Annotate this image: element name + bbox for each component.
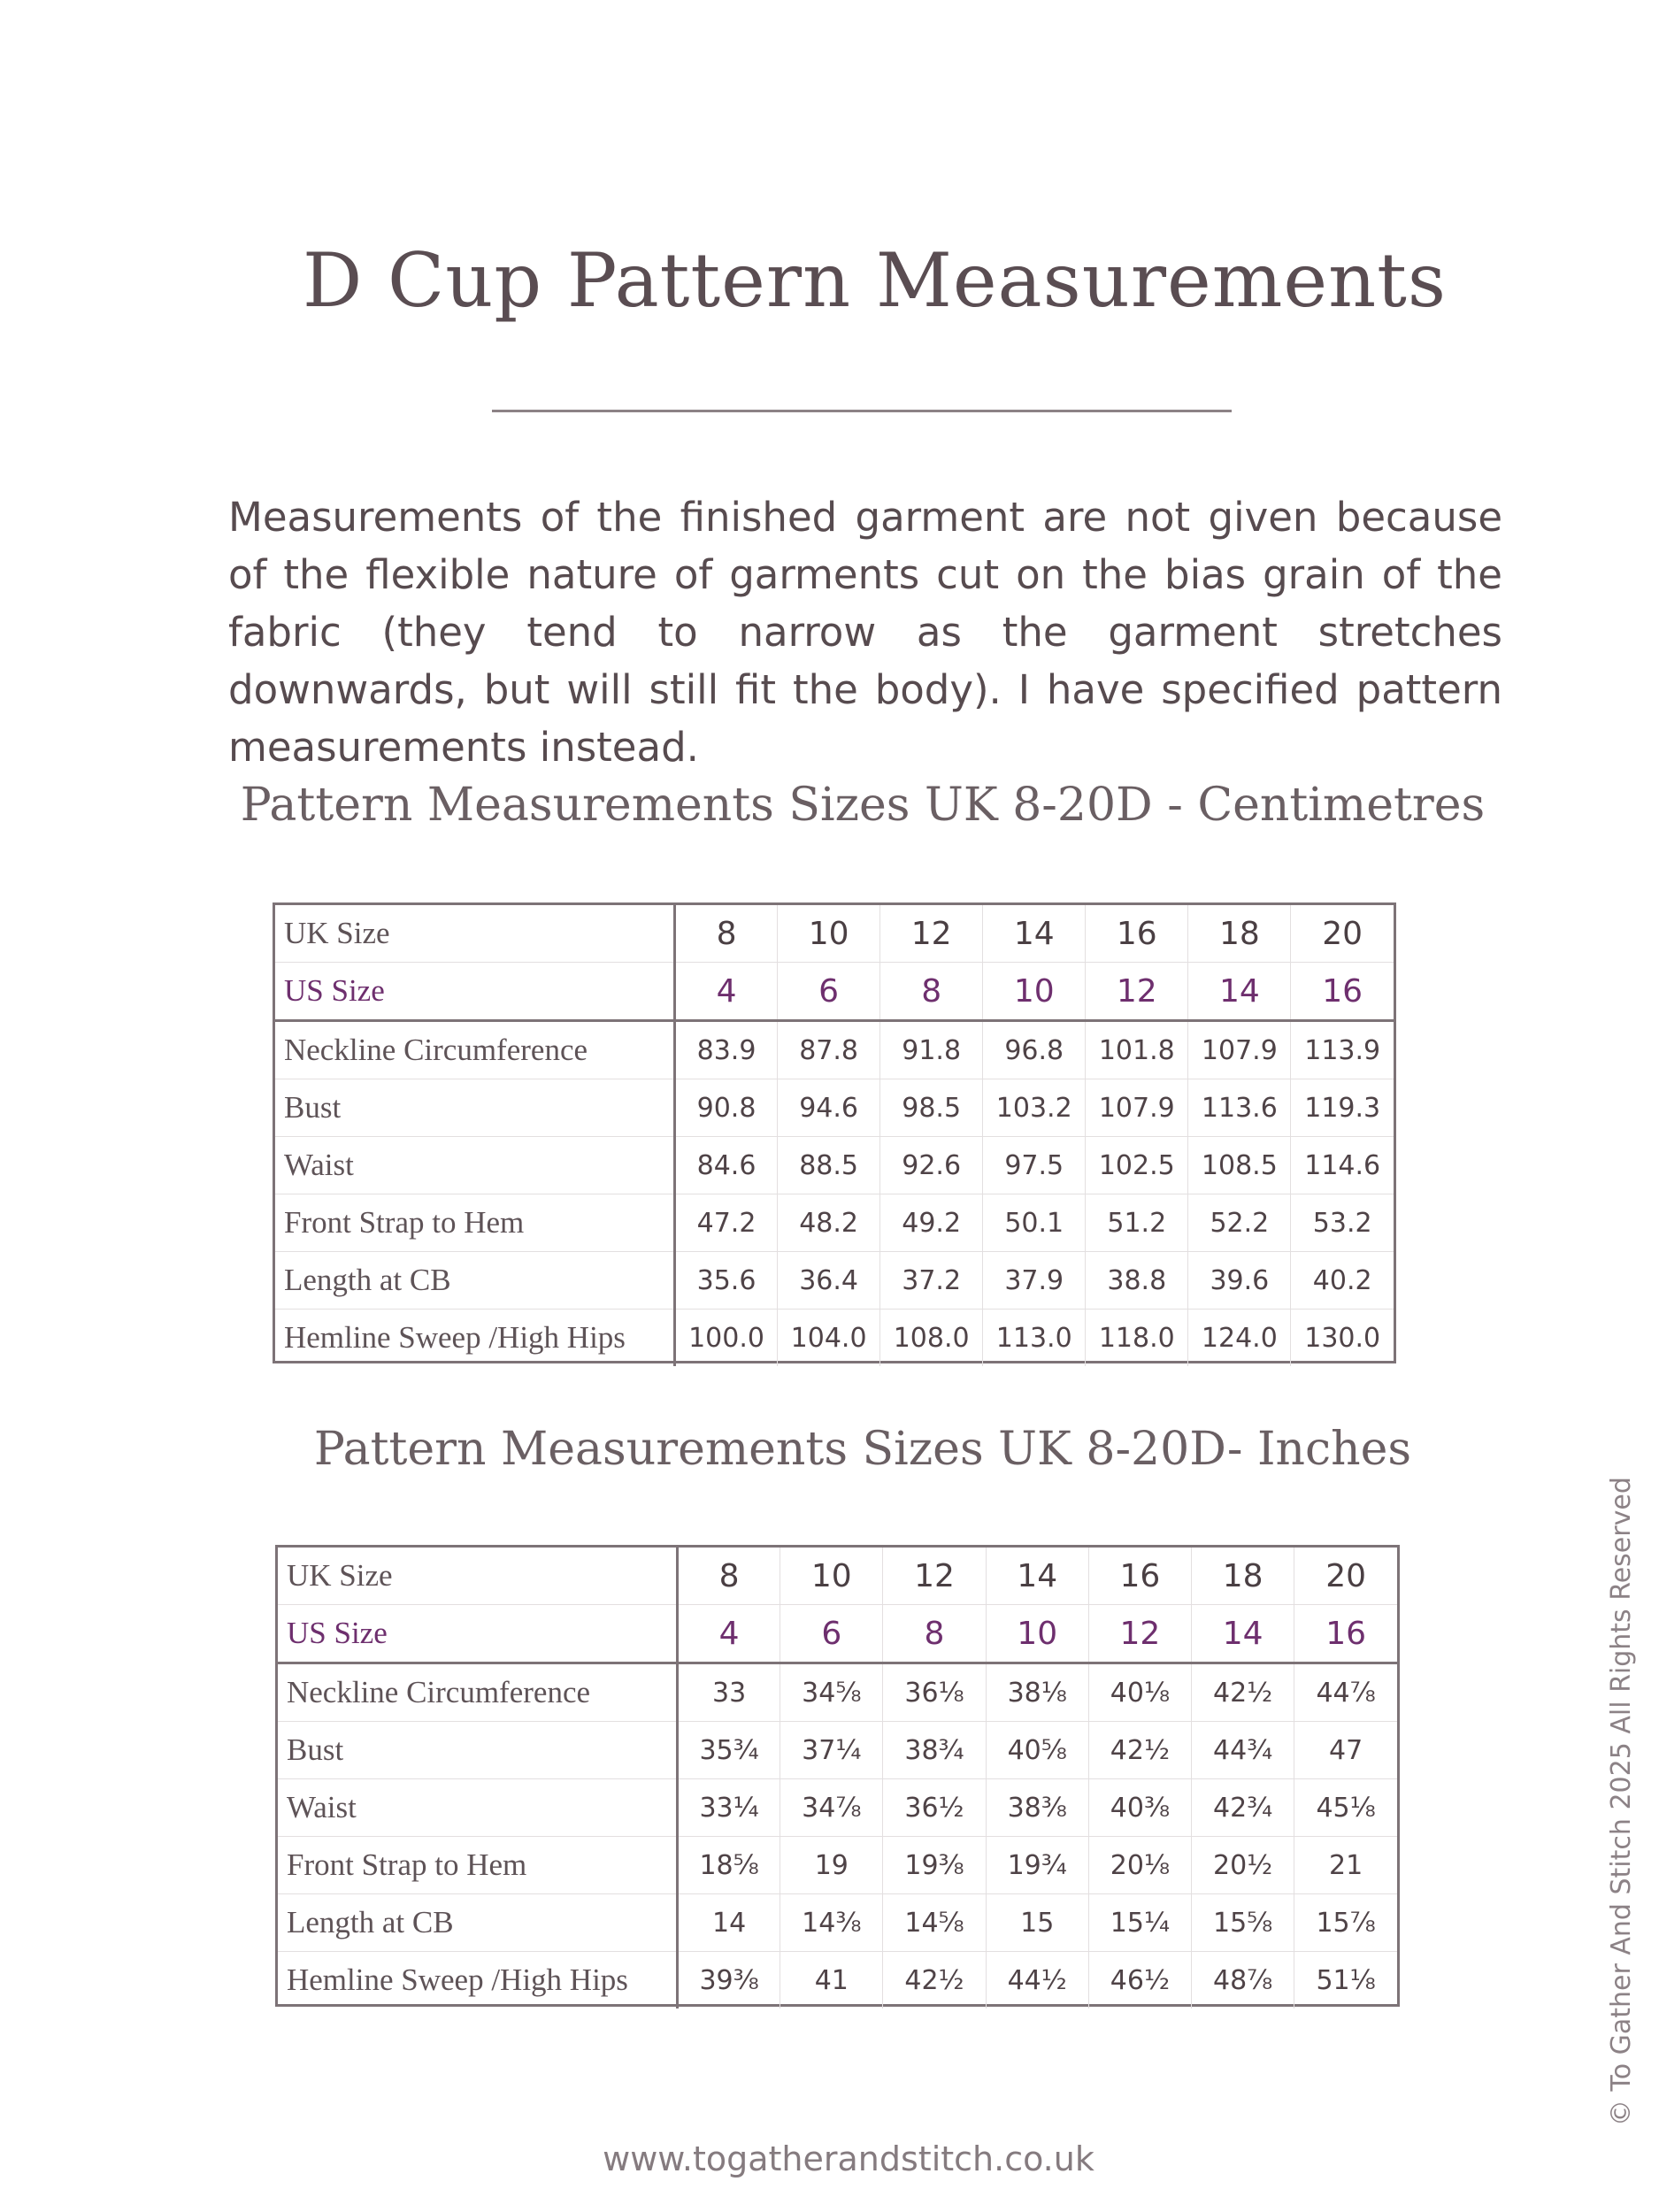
inches-table-heading: Pattern Measurements Sizes UK 8-20D- Inches (313, 1423, 1412, 1476)
table-cell: 37.2 (880, 1252, 983, 1310)
table-cell: 39⅜ (678, 1952, 780, 2009)
table-row (275, 1252, 1394, 1310)
table-cell: 49.2 (880, 1194, 983, 1252)
table-cell: 6 (778, 963, 880, 1021)
centimetres-table-body (275, 905, 1394, 1366)
table-cell: 102.5 (1086, 1137, 1188, 1194)
table-cell: 15¼ (1088, 1894, 1191, 1952)
table-cell: 45⅛ (1294, 1779, 1397, 1837)
table-cell: 34⅝ (780, 1663, 883, 1722)
table-cell: 44¾ (1192, 1722, 1294, 1779)
row-label: Front Strap to Hem (275, 1194, 675, 1252)
table-row (275, 1137, 1394, 1194)
table-cell: 88.5 (778, 1137, 880, 1194)
table-cell: 14 (986, 1548, 1088, 1605)
table-cell: 16 (1294, 1605, 1397, 1663)
table-cell: 42½ (1192, 1663, 1294, 1722)
table-cell: 37¼ (780, 1722, 883, 1779)
table-cell: 12 (1086, 963, 1188, 1021)
table-row (275, 1021, 1394, 1079)
table-cell: 47 (1294, 1722, 1397, 1779)
table-cell: 4 (675, 963, 778, 1021)
row-label: Bust (275, 1079, 675, 1137)
table-cell: 18 (1188, 905, 1291, 963)
table-cell: 35.6 (675, 1252, 778, 1310)
table-cell: 8 (678, 1548, 780, 1605)
table-cell: 15⅝ (1192, 1894, 1294, 1952)
centimetres-table-heading: Pattern Measurements Sizes UK 8-20D - Centimetres (240, 779, 1486, 832)
table-cell: 12 (1088, 1605, 1191, 1663)
row-label: Front Strap to Hem (278, 1837, 678, 1894)
table-cell: 46½ (1088, 1952, 1191, 2009)
table-cell: 14 (678, 1894, 780, 1952)
table-cell: 10 (780, 1548, 883, 1605)
table-cell: 34⅞ (780, 1779, 883, 1837)
table-cell: 15 (986, 1894, 1088, 1952)
table-cell: 118.0 (1086, 1310, 1188, 1367)
website-url[interactable]: www.togatherandstitch.co.uk (603, 2139, 1094, 2178)
table-cell: 48.2 (778, 1194, 880, 1252)
table-cell: 108.5 (1188, 1137, 1291, 1194)
table-cell: 19¾ (986, 1837, 1088, 1894)
table-cell: 20 (1291, 905, 1394, 963)
table-cell: 42½ (883, 1952, 986, 2009)
row-label: UK Size (275, 905, 675, 963)
table-cell: 18 (1192, 1548, 1294, 1605)
table-row (278, 1779, 1397, 1837)
table-cell: 38.8 (1086, 1252, 1188, 1310)
table-cell: 14⅜ (780, 1894, 883, 1952)
table-cell: 35¾ (678, 1722, 780, 1779)
table-cell: 16 (1086, 905, 1188, 963)
table-row (275, 1194, 1394, 1252)
row-label: Neckline Circumference (275, 1021, 675, 1079)
table-cell: 40⅜ (1088, 1779, 1191, 1837)
table-cell: 19⅜ (883, 1837, 986, 1894)
table-cell: 87.8 (778, 1021, 880, 1079)
row-label: Length at CB (278, 1894, 678, 1952)
table-cell: 14 (1192, 1605, 1294, 1663)
table-cell: 12 (880, 905, 983, 963)
title-divider (492, 410, 1232, 412)
table-row (278, 1548, 1397, 1605)
table-cell: 19 (780, 1837, 883, 1894)
table-cell: 14 (983, 905, 1086, 963)
table-cell: 33 (678, 1663, 780, 1722)
table-row (275, 905, 1394, 963)
table-row (275, 1310, 1394, 1367)
row-label: US Size (275, 963, 675, 1021)
table-cell: 12 (883, 1548, 986, 1605)
table-cell: 53.2 (1291, 1194, 1394, 1252)
table-cell: 124.0 (1188, 1310, 1291, 1367)
table-cell: 48⅞ (1192, 1952, 1294, 2009)
table-cell: 47.2 (675, 1194, 778, 1252)
table-cell: 39.6 (1188, 1252, 1291, 1310)
table-cell: 98.5 (880, 1079, 983, 1137)
table-cell: 114.6 (1291, 1137, 1394, 1194)
inches-table (275, 1545, 1400, 2007)
table-cell: 42½ (1088, 1722, 1191, 1779)
intro-paragraph: Measurements of the finished garment are not given because of the flexible nature of garments cut on the bias grain of the fabric (they tend to narrow as the garment stretches downwards, but will still fit the body). I have specified pattern measurements instead. (228, 494, 1502, 771)
table-cell: 100.0 (675, 1310, 778, 1367)
table-cell: 113.6 (1188, 1079, 1291, 1137)
table-cell: 84.6 (675, 1137, 778, 1194)
table-cell: 15⅞ (1294, 1894, 1397, 1952)
table-cell: 18⅝ (678, 1837, 780, 1894)
table-cell: 14⅝ (883, 1894, 986, 1952)
table-cell: 4 (678, 1605, 780, 1663)
table-cell: 119.3 (1291, 1079, 1394, 1137)
table-cell: 42¾ (1192, 1779, 1294, 1837)
inches-table-body (278, 1548, 1397, 2008)
table-cell: 44⅞ (1294, 1663, 1397, 1722)
table-cell: 10 (778, 905, 880, 963)
table-cell: 40⅝ (986, 1722, 1088, 1779)
table-cell: 130.0 (1304, 1322, 1381, 1354)
table-cell: 36½ (883, 1779, 986, 1837)
table-cell: 36.4 (778, 1252, 880, 1310)
row-label: US Size (278, 1605, 678, 1663)
table-cell: 14 (1188, 963, 1291, 1021)
table-cell: 52.2 (1188, 1194, 1291, 1252)
table-row (278, 1663, 1397, 1722)
row-label: Hemline Sweep /High Hips (278, 1952, 678, 2009)
table-cell: 108.0 (880, 1310, 983, 1367)
table-cell: 8 (883, 1605, 986, 1663)
table-cell: 103.2 (983, 1079, 1086, 1137)
row-label: Bust (278, 1722, 678, 1779)
table-cell: 97.5 (983, 1137, 1086, 1194)
table-cell: 40⅛ (1088, 1663, 1191, 1722)
table-cell: 107.9 (1188, 1021, 1291, 1079)
table-cell: 8 (675, 905, 778, 963)
centimetres-table (273, 902, 1396, 1363)
table-cell: 8 (880, 963, 983, 1021)
table-cell: 41 (780, 1952, 883, 2009)
table-cell: 10 (986, 1605, 1088, 1663)
table-cell: 37.9 (983, 1252, 1086, 1310)
table-row (275, 963, 1394, 1021)
table-cell: 38⅜ (986, 1779, 1088, 1837)
table-cell: 40.2 (1291, 1252, 1394, 1310)
table-cell: 33¼ (678, 1779, 780, 1837)
row-label: Waist (275, 1137, 675, 1194)
table-cell: 113.9 (1291, 1021, 1394, 1079)
row-label: Neckline Circumference (278, 1663, 678, 1722)
table-cell: 92.6 (880, 1137, 983, 1194)
table-cell: 94.6 (778, 1079, 880, 1137)
table-cell: 6 (780, 1605, 883, 1663)
row-label: Length at CB (275, 1252, 675, 1310)
table-cell: 101.8 (1086, 1021, 1188, 1079)
table-cell: 16 (1291, 963, 1394, 1021)
table-cell: 38⅛ (986, 1663, 1088, 1722)
table-cell: 44½ (986, 1952, 1088, 2009)
row-label: Waist (278, 1779, 678, 1837)
page-title: D Cup Pattern Measurements (302, 237, 1448, 324)
table-cell: 51⅛ (1316, 1964, 1376, 1996)
table-cell: 107.9 (1086, 1079, 1188, 1137)
table-cell: 90.8 (675, 1079, 778, 1137)
table-cell: 16 (1088, 1548, 1191, 1605)
table-cell: 21 (1294, 1837, 1397, 1894)
table-cell: 38¾ (883, 1722, 986, 1779)
table-cell: 96.8 (983, 1021, 1086, 1079)
table-cell: 36⅛ (883, 1663, 986, 1722)
table-cell: 104.0 (778, 1310, 880, 1367)
table-cell: 113.0 (983, 1310, 1086, 1367)
table-row (275, 1079, 1394, 1137)
table-cell: 20⅛ (1088, 1837, 1191, 1894)
row-label: Hemline Sweep /High Hips (275, 1310, 675, 1367)
table-cell: 91.8 (880, 1021, 983, 1079)
table-row (278, 1837, 1397, 1894)
row-label: UK Size (278, 1548, 678, 1605)
table-cell: 20 (1294, 1548, 1397, 1605)
table-row (278, 1722, 1397, 1779)
table-row (278, 1605, 1397, 1663)
table-cell: 83.9 (675, 1021, 778, 1079)
table-cell: 50.1 (983, 1194, 1086, 1252)
table-row (278, 1952, 1397, 2009)
table-cell: 10 (983, 963, 1086, 1021)
table-row (278, 1894, 1397, 1952)
copyright-notice: © To Gather And Stitch 2025 All Rights Reserved (1606, 1477, 1637, 2126)
table-cell: 51.2 (1086, 1194, 1188, 1252)
table-cell: 20½ (1192, 1837, 1294, 1894)
